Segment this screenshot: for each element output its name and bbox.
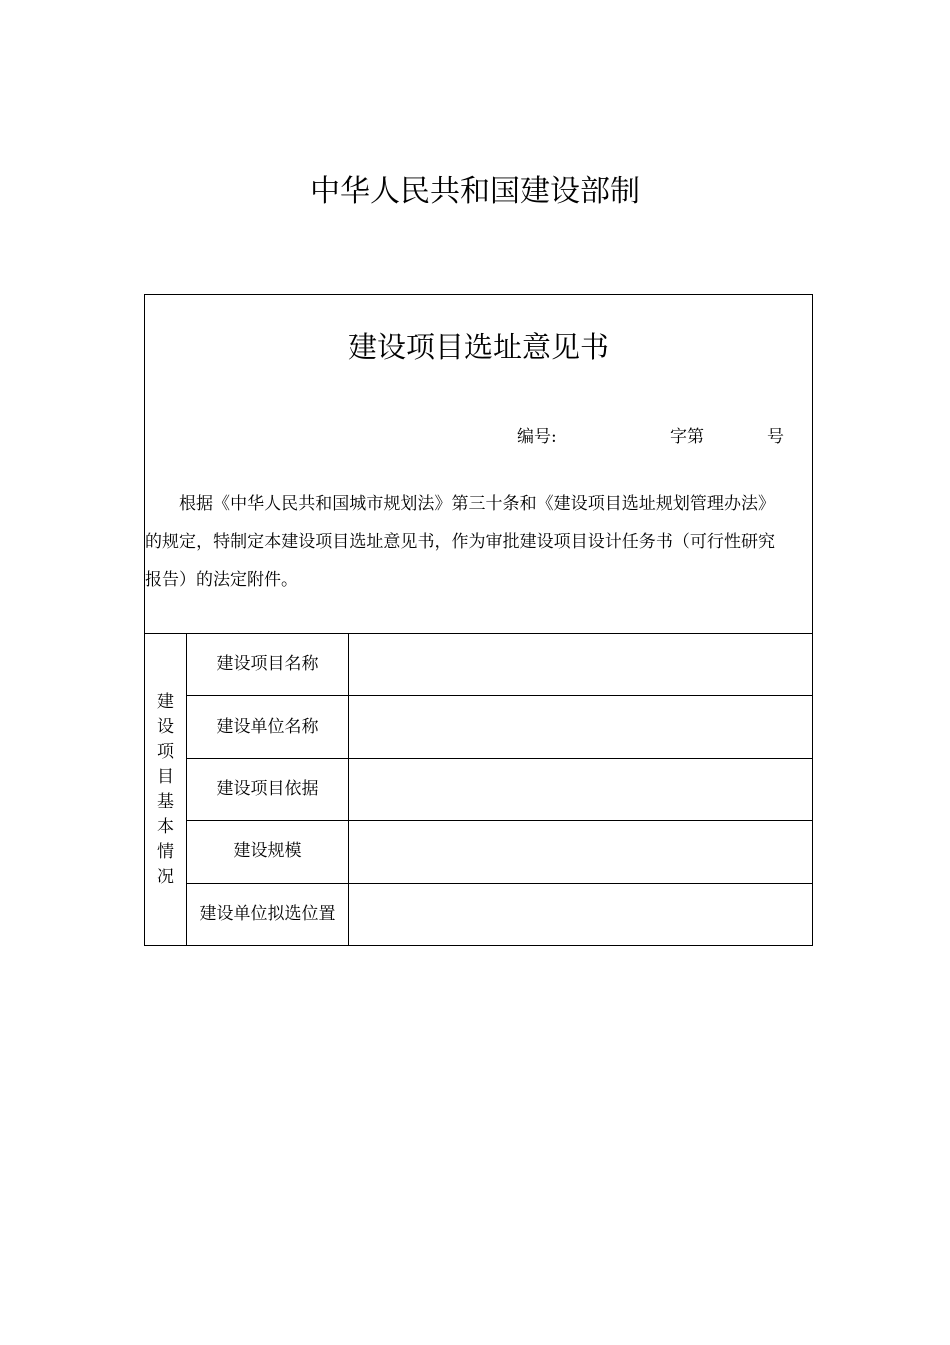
side-label-char: 项	[157, 742, 174, 762]
project-name-field[interactable]	[349, 634, 812, 695]
issuer-title: 中华人民共和国建设部制	[310, 174, 640, 209]
serial-label: 编号:	[517, 427, 557, 447]
side-label-char: 目	[157, 767, 174, 787]
builder-name-field[interactable]	[349, 696, 812, 757]
project-scale-field[interactable]	[349, 821, 812, 882]
project-basic-info-side-label	[145, 634, 187, 946]
side-label-char: 况	[157, 867, 174, 887]
project-scale-label: 建设规模	[187, 821, 349, 882]
builder-name-label: 建设单位名称	[187, 696, 349, 757]
table-row	[187, 634, 812, 696]
form-header-section	[145, 295, 812, 634]
project-basis-field[interactable]	[349, 759, 812, 820]
proposed-location-label: 建设单位拟选位置	[187, 884, 349, 946]
proposed-location-field[interactable]	[349, 884, 812, 946]
table-row	[187, 884, 812, 946]
serial-number-row	[145, 425, 812, 449]
project-name-label: 建设项目名称	[187, 634, 349, 695]
table-row	[187, 759, 812, 821]
table-row	[187, 821, 812, 883]
side-label-char: 设	[157, 717, 174, 737]
project-info-table	[145, 634, 812, 946]
intro-paragraph: 根据《中华人民共和国城市规划法》第三十条和《建设项目选址规划管理办法》的规定，特制定本建设项目选址意见书，作为审批建设项目设计任务书（可行性研究报告）的法定附件。	[145, 494, 775, 590]
side-label-char: 基	[157, 792, 174, 812]
table-row	[187, 696, 812, 758]
project-basis-label: 建设项目依据	[187, 759, 349, 820]
side-label-char: 建	[157, 692, 174, 712]
serial-number-label: 号	[767, 427, 784, 447]
document-title: 建设项目选址意见书	[347, 330, 609, 364]
side-label-char: 本	[157, 817, 174, 837]
site-selection-form	[144, 294, 813, 946]
info-rows	[187, 634, 812, 946]
side-label-char: 情	[157, 842, 174, 862]
serial-char-label: 字第	[670, 427, 704, 447]
